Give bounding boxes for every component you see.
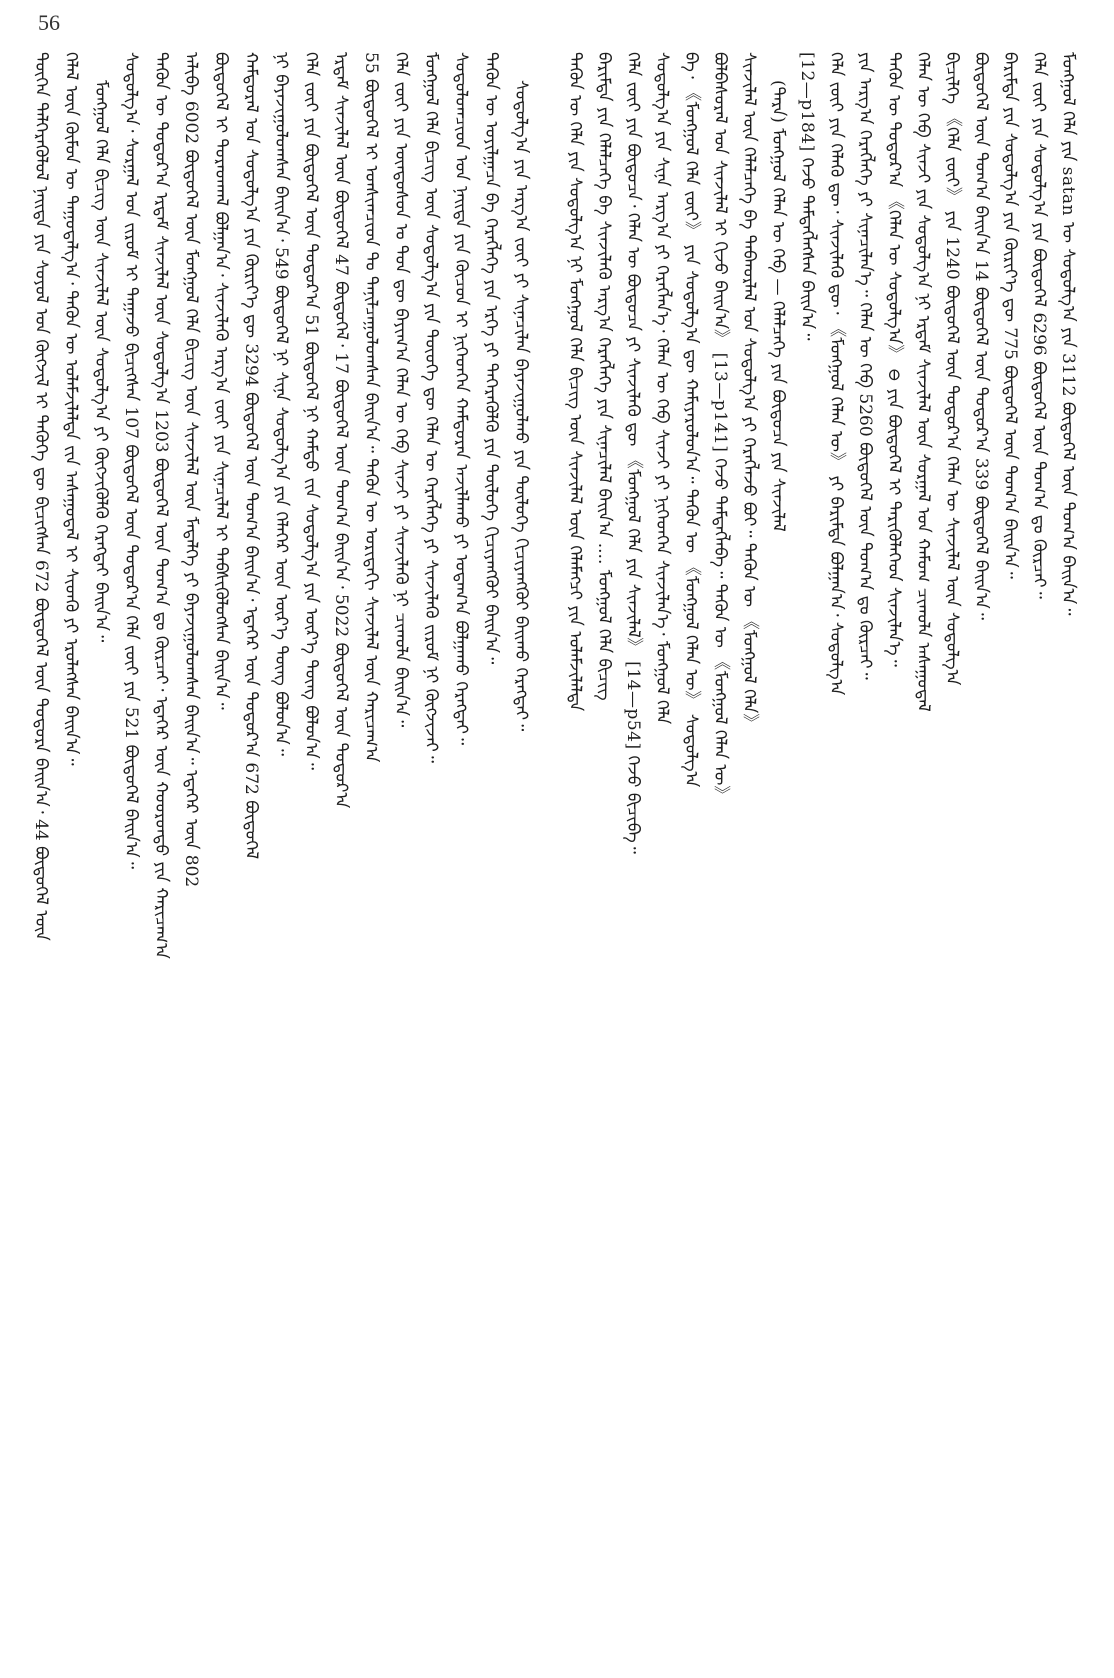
text-column: ᠬᠡᠯᠡᠨ ᠦ ᠬᠡᠪ ᠰᠢᠨᠵᠢ ᠶᠢᠨ ᠰᠤᠳᠤᠯᠭ᠎ᠠ ᠨᠢ ᠡᠷᠳᠡᠮ ᠰᠢᠨᠵᠢᠯᠡᠯ ᠦᠨ ᠰᠤᠷᠭᠠᠯ ᠤᠨ ᠬᠠᠮᠤᠭ ᠴᠢᠬᠤᠯᠠ ᠠᠰᠠᠭᠤᠳᠠᠯ — [913, 52, 933, 712]
text-column: ᠰᠤᠳᠤᠯᠭ᠎ᠠ ᠶᠢᠨ ᠰᠢᠨᠡ ᠠᠷᠭ᠎ᠠ ᠶᠢ ᠬᠡᠷᠡᠭᠯᠡᠨ᠎ᠡ᠂ ᠬᠡᠯᠡᠨ ᠦ ᠬᠡᠪ ᠰᠢᠨᠵᠢ ᠶᠢ ᠨᠢᠭᠡᠳᠭᠡᠨ ᠰᠢᠨᠵᠢᠯᠡᠨ᠎ᠡ᠂ ᠮᠣᠩᠭᠣᠯ ᠬᠡᠯᠡ — [652, 52, 672, 725]
text-column: ᠰᠤᠳᠤᠯᠤᠭᠴᠢᠳ ᠤᠨ ᠨᠡᠢᠲᠡ ᠶᠢᠨ ᠬᠦᠴᠦᠨ ᠢ ᠨᠢᠭᠡᠳᠭᠡᠨ ᠬᠠᠮᠲᠤᠷᠠᠨ ᠠᠵᠢᠯᠯᠠᠬᠤ ᠶᠢ ᠤᠳᠠᠭ᠎ᠠ ᠪᠣᠯᠭᠠᠬᠤ ᠬᠡᠷᠡᠭᠲᠡᠢ᠃ — [451, 52, 471, 746]
page-number: 56 — [38, 10, 60, 35]
text-column: ᠲᠦᠭᠡᠨ ᠳᠡᠯᠭᠡᠷᠡᠭᠦᠯᠦᠯ ᠨᠡᠢᠲᠡ ᠶᠢᠨ ᠰᠣᠶᠣᠯ ᠤᠨ ᠬᠥᠭᠵᠢᠯ ᠢ ᠲᠡᠭᠦᠬᠡ ᠳᠦ ᠪᠢᠴᠢᠭᠰᠡᠨ 672 ᠪᠦᠲᠦᠭᠡᠯ ᠦᠨ ᠳᠣᠲᠣᠷᠠ ᠪᠠᠢᠨ᠎ᠠ᠂ 44 ᠪᠦᠲᠦᠭᠡᠯ ᠦᠨ — [31, 52, 51, 941]
text-column: ᠲᠡᠭᠦᠨ ᠦ ᠬᠡᠯᠡ ᠶᠢᠨ ᠰᠤᠳᠤᠯᠭ᠎ᠠ ᠨᠢ ᠮᠣᠩᠭᠣᠯ ᠬᠡᠯᠡ ᠪᠢᠴᠢᠭ ᠦᠨ ᠰᠢᠨᠵᠢᠯᠡᠯ ᠦᠨ ᠬᠡᠯᠡᠮᠡᠭᠴᠢ ᠶᠢᠨ ᠤᠯᠠᠮᠵᠢᠯᠠᠯᠲᠠ — [565, 52, 585, 712]
text-column: ᠰᠤᠳᠤᠯᠭ᠎ᠠ᠂ ᠰᠤᠷᠭᠠᠯ ᠤᠨ ᠵᠢᠷᠤᠮ ᠢ ᠳᠠᠭᠠᠵᠤ ᠪᠢᠴᠢᠭᠰᠡᠨ 107 ᠪᠦᠲᠦᠭᠡᠯ ᠦᠨ ᠳᠣᠲᠣᠷ᠎ᠠ ᠬᠡᠯᠡ ᠵᠦᠢ ᠶᠢᠨ 521 ᠪᠦᠲᠦᠭᠡᠯ ᠪᠠᠢᠨ᠎ᠠ᠃ — [121, 52, 141, 869]
text-column: ᠬᠡᠯᠡ ᠵᠦᠢ ᠶᠢᠨ ᠪᠦᠲᠦᠭᠡᠯ ᠦᠨ ᠳᠣᠲᠣᠷ᠎ᠠ 51 ᠪᠦᠲᠦᠭᠡᠯ ᠨᠢ ᠬᠠᠮᠲᠤ ᠵᠢᠨ ᠰᠤᠳᠤᠯᠭ᠎ᠠ ᠶᠢᠨ ᠦᠷ᠎ᠡ ᠳᠦᠩ ᠪᠣᠯᠤᠨ᠎ᠠ᠃ — [301, 52, 321, 770]
right-text-block — [560, 52, 1088, 1652]
text-column: ᠬᠡᠯᠡ ᠵᠦᠢ ᠶᠢᠨ ᠪᠦᠲᠦᠴᠡ᠂ ᠬᠡᠯᠡᠨ ᠦ ᠪᠦᠲᠦᠴᠡ ᠶᠢ ᠰᠢᠨᠵᠢᠯᠡᠬᠦ ᠳᠦ 《ᠮᠣᠩᠭᠣᠯ ᠬᠡᠯᠡ ᠶᠢᠨ ᠰᠢᠨᠵᠢᠯᠡᠯ》 [14—p54] ᠭᠡᠵᠦ ᠪᠢᠴᠢᠪᠡ᠃ — [623, 52, 643, 854]
text-column: ᠪᠦᠲᠦᠭᠡᠯ ᠦᠨ ᠲᠣᠭ᠎ᠠ ᠪᠠᠢᠨ᠎ᠠ 14 ᠪᠦᠲᠦᠭᠡᠯ ᠦᠨ ᠳᠣᠲᠣᠷ᠎ᠠ 339 ᠪᠦᠲᠦᠭᠡᠯ ᠪᠠᠢᠨ᠎ᠠ᠃ — [971, 52, 991, 620]
text-column: ᠠᠯᠢᠪᠠ 6002 ᠪᠦᠲᠦᠭᠡᠯ ᠦᠨ ᠮᠣᠩᠭᠣᠯ ᠬᠡᠯᠡ ᠪᠢᠴᠢᠭ ᠦᠨ ᠰᠢᠨᠵᠢᠯᠡᠯ ᠦᠨ ᠮᠡᠳᠡᠯᠭᠡ ᠶᠢ ᠪᠠᠶᠠᠵᠢᠭᠤᠯᠤᠭᠰᠠᠨ ᠪᠠᠢᠨ᠎ᠠ᠃ ᠡᠳᠡᠭᠡᠷ ᠦᠨ 802 — [181, 52, 201, 888]
text-column: ᠲᠡᠭᠦᠨ ᠦ ᠳᠣᠲᠣᠷ᠎ᠠ 《ᠬᠡᠯᠡᠨ ᠦ ᠰᠤᠳᠤᠯᠭ᠎ᠠ》 ⊖ ᠶᠢᠨ ᠪᠦᠲᠦᠭᠡᠯ ᠢ ᠲᠡᠷᠢᠭᠦᠯᠡᠭᠡᠳ ᠰᠢᠨᠵᠢᠯᠡᠨ᠎ᠡ᠃ — [884, 52, 904, 667]
text-column: ᠪᠠᠷᠢᠮᠲᠠ ᠶᠢᠨ ᠰᠤᠳᠤᠯᠭ᠎ᠠ ᠶᠢᠨ ᠬᠦᠷᠢᠶ᠎ᠡ ᠳᠦ 775 ᠪᠦᠲᠦᠭᠡᠯ ᠦᠨ ᠲᠣᠭ᠎ᠠ ᠪᠠᠢᠨ᠎ᠠ᠃ — [1000, 52, 1020, 579]
text-column: ᠰᠤᠳᠤᠯᠭ᠎ᠠ ᠶᠢᠨ ᠠᠷᠭ᠎ᠠ ᠵᠦᠢ ᠶᠢ ᠰᠢᠨᠡᠴᠢᠯᠡᠨ ᠪᠠᠶᠠᠵᠢᠭᠤᠯᠬᠤ ᠶᠢᠨ ᠲᠥᠯᠦᠭᠡ ᠬᠢᠴᠢᠶᠡᠩᠭᠦᠢ ᠪᠠᠢᠬᠤ ᠬᠡᠷᠡᠭᠲᠡᠢ᠃ — [511, 80, 531, 732]
text-column: [12—p184] ᠭᠡᠵᠦ ᠲᠡᠮᠳᠡᠭᠯᠡᠭᠰᠡᠨ ᠪᠠᠢᠨ᠎ᠠ᠃ — [797, 52, 817, 341]
text-column: ᠮᠣᠩᠭᠣᠯ ᠬᠡᠯᠡ ᠪᠢᠴᠢᠭ ᠦᠨ ᠰᠢᠨᠵᠢᠯᠡᠯ ᠦᠨ ᠰᠤᠳᠤᠯᠭ᠎ᠠ ᠶᠢ ᠬᠥᠭᠵᠢᠭᠦᠯᠬᠦ ᠬᠡᠷᠡᠭᠲᠡᠢ ᠪᠠᠢᠨ᠎ᠠ᠃ — [91, 80, 111, 643]
text-column: ᠬᠡᠯᠡ ᠵᠦᠢ ᠶᠢᠨ ᠰᠤᠳᠤᠯᠭ᠎ᠠ ᠶᠢᠨ ᠪᠦᠲᠦᠭᠡᠯ 6296 ᠪᠦᠲᠦᠭᠡᠯ ᠦᠨ ᠲᠣᠭ᠎ᠠ ᠳᠤ ᠬᠦᠷᠴᠡᠢ᠃ — [1029, 52, 1049, 599]
text-column: 55 ᠪᠦᠲᠦᠭᠡᠯ ᠢ ᠤᠨᠰᠢᠭᠴᠢᠳ ᠲᠤ ᠲᠠᠨᠢᠯᠴᠠᠭᠤᠯᠤᠭᠰᠠᠨ ᠪᠠᠢᠨ᠎ᠠ᠃ ᠲᠡᠭᠦᠨ ᠦ ᠤᠷᠢᠳᠠᠬᠢ ᠰᠢᠨᠵᠢᠯᠡᠯ ᠦᠨ ᠬᠠᠷᠢᠴᠠᠭ᠎ᠠ — [361, 52, 381, 763]
text-column: ᠬᠡᠯᠡ ᠵᠦᠢ ᠶᠢᠨ ᠦᠨᠳᠦᠰᠦᠨ ᠤ ᠳᠤᠨ ᠳᠦ ᠪᠠᠶᠢᠭ᠎ᠠ ᠬᠡᠯᠡᠨ ᠦ ᠬᠡᠪ ᠰᠢᠨᠵᠢ ᠶᠢ ᠰᠢᠨᠵᠢᠯᠡᠬᠦ ᠨᠢ ᠴᠢᠬᠤᠯᠠ ᠪᠠᠢᠨ᠎ᠠ᠃ — [391, 52, 411, 728]
text-column: ᠨᠢ ᠪᠠᠶᠠᠵᠢᠭᠤᠯᠤᠭᠰᠠᠨ ᠪᠠᠢᠨ᠎ᠠ᠂ 549 ᠪᠦᠲᠦᠭᠡᠯ ᠨᠢ ᠰᠢᠨᠡ ᠰᠤᠳᠤᠯᠭ᠎ᠠ ᠶᠢᠨ ᠬᠡᠯᠡᠭᠡᠷ ᠦᠨ ᠦᠷ᠎ᠡ ᠳᠦᠩ ᠪᠣᠯᠤᠨ᠎ᠠ᠃ — [271, 52, 291, 756]
text-column: ᠬᠡᠯᠡ ᠵᠦᠢ ᠶᠢᠨ ᠬᠡᠯᠡᠬᠦ ᠳᠦ᠂ ᠰᠢᠨᠵᠢᠯᠡᠬᠦ ᠳᠦ᠂ 《ᠮᠣᠩᠭᠣᠯ ᠬᠡᠯᠡᠨ ᠦ》 ᠶᠢ ᠪᠠᠷᠢᠮᠲᠠ ᠪᠣᠯᠭᠠᠨ᠎ᠠ᠂ ᠰᠤᠳᠤᠯᠭ᠎ᠠ — [826, 52, 846, 696]
text-column: ᠡᠷᠳᠡᠮ ᠰᠢᠨᠵᠢᠯᠡᠯ ᠦᠨ ᠪᠦᠲᠦᠭᠡᠯ 47 ᠪᠦᠲᠦᠭᠡᠯ᠂ 17 ᠪᠦᠲᠦᠭᠡᠯ ᠦᠨ ᠲᠣᠭ᠎ᠠ ᠪᠠᠢᠨ᠎ᠠ᠂ 5022 ᠪᠦᠲᠦᠭᠡᠯ ᠦᠨ ᠳᠣᠲᠣᠷ᠎ᠠ — [331, 52, 351, 809]
left-text-block — [26, 52, 546, 1652]
text-column: ᠮᠣᠩᠭᠣᠯ ᠬᠡᠯᠡ ᠶᠢᠨ satan ᠦ ᠰᠤᠳᠤᠯᠭ᠎ᠠ ᠶᠢᠨ 3112 ᠪᠦᠲᠦᠭᠡᠯ ᠦᠨ ᠲᠣᠭ᠎ᠠ ᠪᠠᠢᠨ᠎ᠠ᠃ — [1058, 52, 1078, 616]
text-column: ᠮᠣᠩᠭᠣᠯ ᠬᠡᠯᠡ ᠪᠢᠴᠢᠭ ᠦᠨ ᠰᠤᠳᠤᠯᠭ᠎ᠠ ᠶᠢᠨ ᠲᠦᠦᠬᠡ ᠳᠦ ᠬᠡᠯᠡᠨ ᠦ ᠬᠡᠷᠡᠭᠯᠡᠭᠡ ᠶᠢ ᠰᠢᠨᠵᠢᠯᠡᠬᠦ ᠵᠢᠷᠤᠮ ᠨᠢ ᠬᠥᠭᠵᠢᠵᠡᠢ᠃ — [421, 52, 441, 763]
text-column: ᠪᠢᠴᠢᠯᠭᠡ 《ᠬᠡᠯᠡ ᠵᠦᠢ》 ᠶᠢᠨ 1240 ᠪᠦᠲᠦᠭᠡᠯ ᠦᠨ ᠳᠣᠲᠣᠷ᠎ᠠ ᠬᠡᠯᠡᠨ ᠦ ᠰᠢᠨᠵᠢᠯᠡᠯ ᠦᠨ ᠰᠤᠳᠤᠯᠭ᠎ᠠ — [942, 52, 962, 686]
text-column: ᠪᠠᠷᠢᠮᠲᠠ ᠶᠢᠨ ᠬᠡᠯᠡᠯᠴᠡᠭᠡ ᠪᠠ ᠰᠢᠨᠵᠢᠯᠡᠬᠦ ᠠᠷᠭ᠎ᠠ ᠬᠡᠷᠡᠭᠯᠡᠭᠡ ᠶᠢᠨ ᠰᠢᠨᠡᠴᠢᠯᠡᠯ ᠪᠠᠢᠨ᠎ᠠ .... ᠮᠣᠩᠭᠣᠯ ᠬᠡᠯᠡ ᠪᠢᠴᠢᠭ — [594, 52, 614, 701]
text-column: ᠪᠠ᠂ 《ᠮᠣᠩᠭᠣᠯ ᠬᠡᠯᠡ ᠵᠦᠢ》 ᠶᠢᠨ ᠰᠤᠳᠤᠯᠭ᠎ᠠ ᠳᠦ ᠬᠠᠮᠢᠶᠠᠷᠤᠯᠤᠨ᠎ᠠ᠃ ᠲᠡᠭᠦᠨ ᠦ 《ᠮᠣᠩᠭᠣᠯ ᠬᠡᠯᠡᠨ ᠦ》 ᠰᠤᠳᠤᠯᠭ᠎ᠠ — [681, 52, 701, 788]
text-column: ᠪᠣᠯᠪᠠᠰᠤᠷᠠᠯ ᠤᠨ ᠰᠢᠨᠵᠢᠯᠡᠯ ᠢ ᠬᠢᠵᠦ ᠪᠠᠢᠨ᠎ᠠ》 [13—p141] ᠭᠡᠵᠦ ᠲᠡᠮᠳᠡᠭᠯᠡᠪᠡ᠃ ᠲᠡᠭᠦᠨ ᠦ 《ᠮᠣᠩᠭᠣᠯ ᠬᠡᠯᠡᠨ ᠦ》 — [710, 52, 730, 803]
text-column: ᠶᠢᠨ ᠠᠷᠭ᠎ᠠ ᠬᠡᠷᠡᠭᠯᠡᠭᠡ ᠶᠢ ᠰᠢᠨᠡᠴᠢᠯᠡᠨ᠎ᠡ᠃ ᠬᠡᠯᠡᠨ ᠦ ᠬᠡᠪ 5260 ᠪᠦᠲᠦᠭᠡᠯ ᠦᠨ ᠲᠣᠭ᠎ᠠ ᠳᠤ ᠬᠦᠷᠴᠡᠢ᠃ — [855, 52, 875, 680]
text-column: ᠲᠡᠭᠦᠨ ᠦ ᠣᠶᠢᠯᠭᠠᠴᠠ ᠪᠠ ᠬᠡᠷᠡᠭᠯᠡᠭᠡ ᠶᠢᠨ ᠡᠷᠬᠡ ᠶᠢ ᠳᠡᠭᠡᠷᠡᠭᠦᠯᠬᠦ ᠶᠢᠨ ᠲᠥᠯᠦᠭᠡ ᠬᠢᠴᠢᠶᠡᠩᠭᠦᠢ ᠪᠠᠢᠨ᠎ᠠ᠃ — [481, 52, 501, 665]
text-column: ᠪᠦᠲᠦᠭᠡᠯ ᠢ ᠳᠤᠷᠠᠳᠬᠠᠯ ᠪᠣᠯᠭᠠᠨ᠎ᠠ᠂ ᠰᠢᠨᠵᠢᠯᠡᠬᠦ ᠠᠷᠭ᠎ᠠ ᠵᠦᠢ ᠶᠢᠨ ᠰᠢᠨᠡᠴᠢᠯᠡᠯ ᠢ ᠳᠡᠪᠰᠢᠭᠦᠯᠦᠭᠰᠡᠨ ᠪᠠᠢᠨ᠎ᠠ᠃ — [211, 52, 231, 710]
text-column: ᠰᠢᠨᠵᠢᠯᠡᠯ ᠦᠨ ᠬᠡᠯᠡᠯᠴᠡᠭᠡ ᠪᠠ ᠳᠠᠪᠬᠤᠷᠯᠠᠯ ᠤᠨ ᠰᠤᠳᠤᠯᠭ᠎ᠠ ᠶᠢ ᠬᠡᠷᠡᠭᠯᠡᠵᠦ ᠪᠣᠢ᠃ ᠲᠡᠭᠦᠨ ᠦ 《ᠮᠣᠩᠭᠣᠯ ᠬᠡᠯᠡ》 — [739, 52, 759, 731]
text-column: ᠬᠠᠮᠲᠤᠷᠠᠯ ᠤᠨ ᠰᠤᠳᠤᠯᠭ᠎ᠠ ᠶᠢᠨ ᠬᠦᠷᠢᠶ᠎ᠡ ᠳᠦ 3294 ᠪᠦᠲᠦᠭᠡᠯ ᠦᠨ ᠲᠣᠭ᠎ᠠ ᠪᠠᠢᠨ᠎ᠠ᠂ ᠡᠳᠡᠭᠡᠷ ᠦᠨ ᠳᠣᠲᠣᠷ᠎ᠠ 672 ᠪᠦᠲᠦᠭᠡᠯ — [241, 52, 261, 860]
text-column: ᠬᠡᠯᠡᠯ ᠦᠨ ᠬᠦᠮᠦᠨ ᠦ ᠳᠠᠭᠤᠳᠠᠯᠭ᠎ᠠ᠂ ᠲᠡᠭᠦᠨ ᠦ ᠤᠯᠠᠮᠵᠢᠯᠠᠯᠲᠠ ᠵᠢᠨ ᠠᠰᠠᠭᠤᠳᠠᠯ ᠢ ᠰᠢᠳᠬᠦ ᠶᠢ ᠡᠷᠦᠯᠡᠭᠰᠡᠨ ᠪᠠᠢᠨ᠎ᠠ᠃ — [61, 52, 81, 766]
text-column: ᠲᠡᠭᠦᠨ ᠦ ᠳᠣᠲᠣᠷ᠎ᠠ ᠡᠷᠳᠡᠮ ᠰᠢᠨᠵᠢᠯᠡᠯ ᠦᠨ ᠰᠤᠳᠤᠯᠭ᠎ᠠ 1203 ᠪᠦᠲᠦᠭᠡᠯ ᠦᠨ ᠲᠣᠭ᠎ᠠ ᠳᠤ ᠬᠦᠷᠴᠡᠢ᠂ ᠡᠳᠡᠭᠡᠷ ᠦᠨ ᠬᠣᠣᠷᠣᠨᠳᠤ ᠶᠢᠨ ᠬᠠᠷᠢᠴᠠᠭ᠎ᠠ — [151, 52, 171, 959]
text-column: (ᠲᠡᠷᠡ) ᠮᠣᠩᠭᠣᠯ ᠬᠡᠯᠡᠨ ᠦ ᠬᠡᠪ — ᠬᠡᠯᠡᠯᠴᠡᠭᠡ ᠶᠢᠨ ᠪᠦᠲᠦᠴᠡ ᠶᠢᠨ ᠰᠢᠨᠵᠢᠯᠡᠯ — [768, 80, 788, 532]
